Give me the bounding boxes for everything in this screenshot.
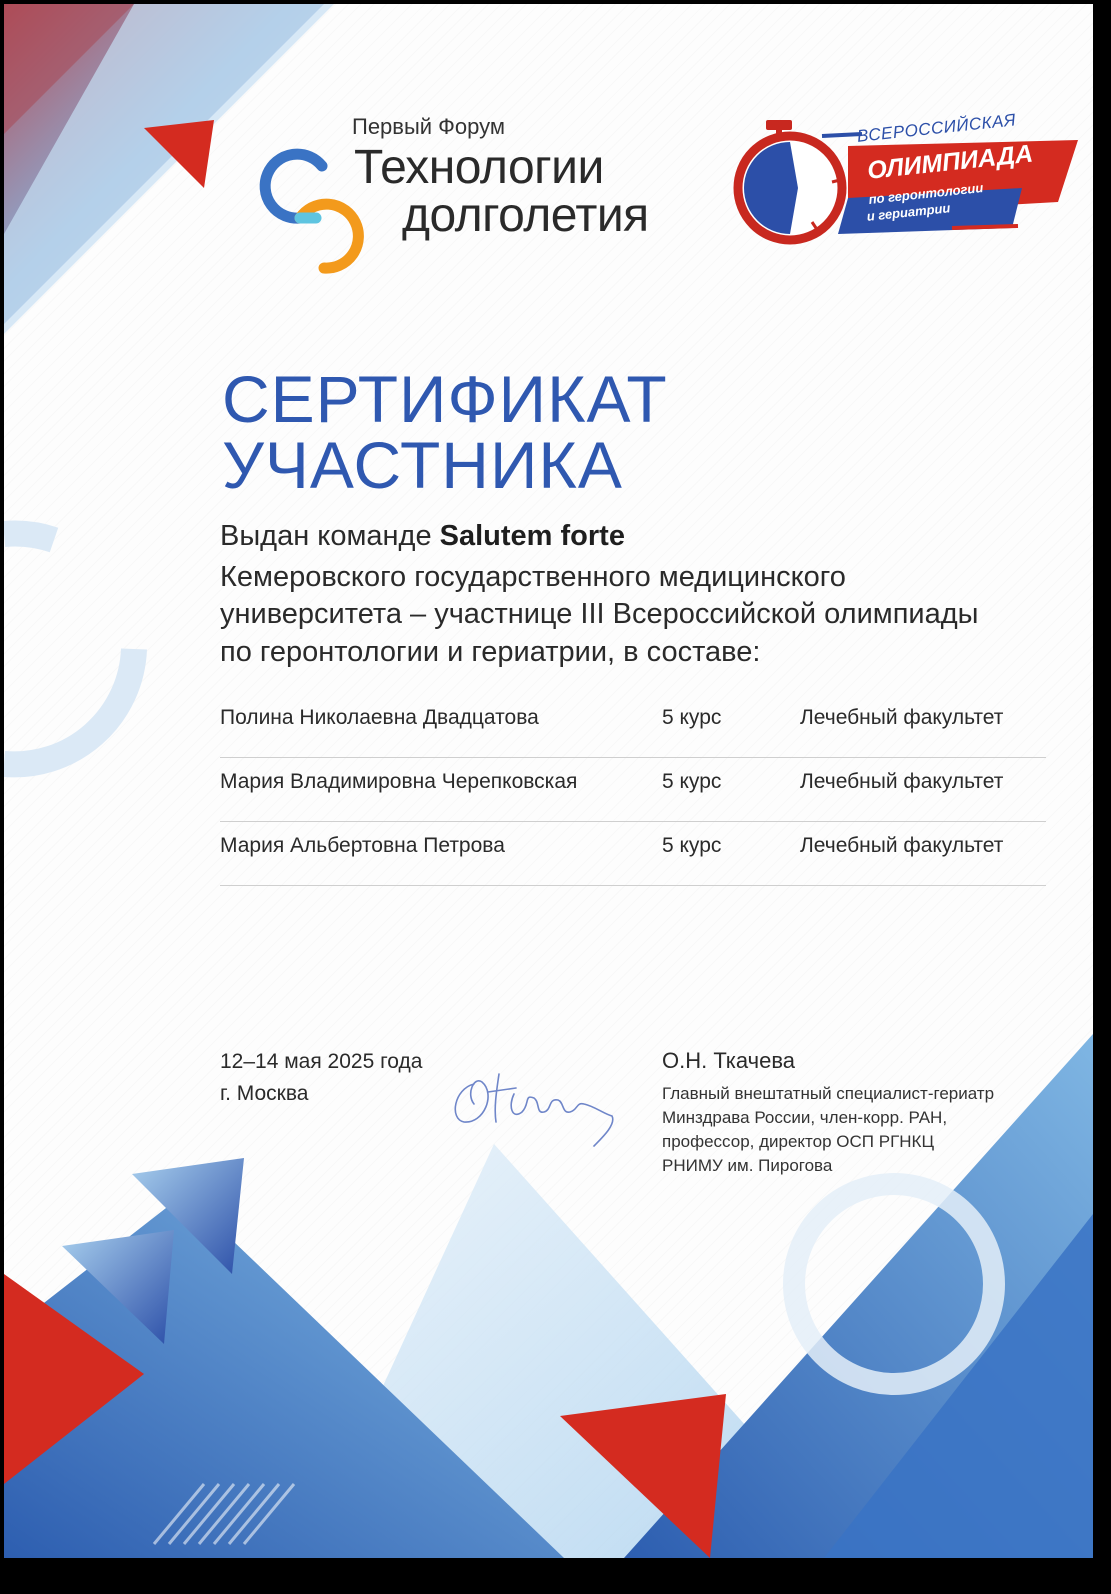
issued-prefix: Выдан команде xyxy=(220,520,440,552)
ring-arc-bottom xyxy=(4,649,134,764)
forum-name-line2: долголетия xyxy=(402,189,649,242)
olympiad-line2: ОЛИМПИАДА xyxy=(866,139,1035,185)
body-line3: университета – участнице III Всероссийской олимпиады xyxy=(220,598,979,630)
team-name: Salutem forte xyxy=(439,520,625,552)
member-faculty: Лечебный факультет xyxy=(800,770,1004,793)
member-faculty: Лечебный факультет xyxy=(800,706,1004,729)
olympiad-logo xyxy=(732,110,1092,256)
olympiad-line1: ВСЕРОССИЙСКАЯ xyxy=(856,110,1017,146)
handwritten-signature xyxy=(444,1064,624,1159)
member-course: 5 курс xyxy=(662,706,722,729)
olympiad-line4: и гериатрии xyxy=(866,200,951,224)
certificate-title-line2: УЧАСТНИКА xyxy=(222,428,623,502)
forum-pre-title: Первый Форум xyxy=(352,114,506,139)
forum-name-line1: Технологии xyxy=(354,141,604,194)
table-row xyxy=(220,758,1046,822)
certificate-page xyxy=(4,4,1093,1558)
table-row xyxy=(220,694,1046,758)
member-name: Мария Альбертовна Петрова xyxy=(220,834,505,857)
member-faculty: Лечебный факультет xyxy=(800,834,1004,857)
signer-title-line3: профессор, директор ОСП РГНКЦ xyxy=(662,1132,935,1151)
member-course: 5 курс xyxy=(662,770,722,793)
event-city: г. Москва xyxy=(220,1082,309,1105)
issued-line xyxy=(220,522,625,551)
body-line2: Кемеровского государственного медицинского xyxy=(220,561,846,593)
member-name: Полина Николаевна Двадцатова xyxy=(220,706,539,729)
body-line4: по геронтологии и гериатрии, в составе: xyxy=(220,636,761,668)
signer-title-line2: Минздрава России, член-корр. РАН, xyxy=(662,1108,948,1127)
event-date: 12–14 мая 2025 года xyxy=(220,1050,423,1073)
member-course: 5 курс xyxy=(662,834,722,857)
olympiad-line3: по геронтологии xyxy=(867,179,984,207)
signer-name: О.Н. Ткачева xyxy=(662,1048,796,1073)
members-table xyxy=(220,694,1046,886)
forum-logo xyxy=(252,114,712,279)
signer-title-line1: Главный внештатный специалист-гериатр xyxy=(662,1084,995,1103)
signer-title-line4: РНИМУ им. Пирогова xyxy=(662,1156,833,1175)
bottom-black-strip xyxy=(0,1558,1111,1594)
member-name: Мария Владимировна Черепковская xyxy=(220,770,578,793)
ring-arc-top xyxy=(4,533,54,540)
table-row xyxy=(220,822,1046,886)
certificate-title-line1: СЕРТИФИКАТ xyxy=(222,362,668,436)
